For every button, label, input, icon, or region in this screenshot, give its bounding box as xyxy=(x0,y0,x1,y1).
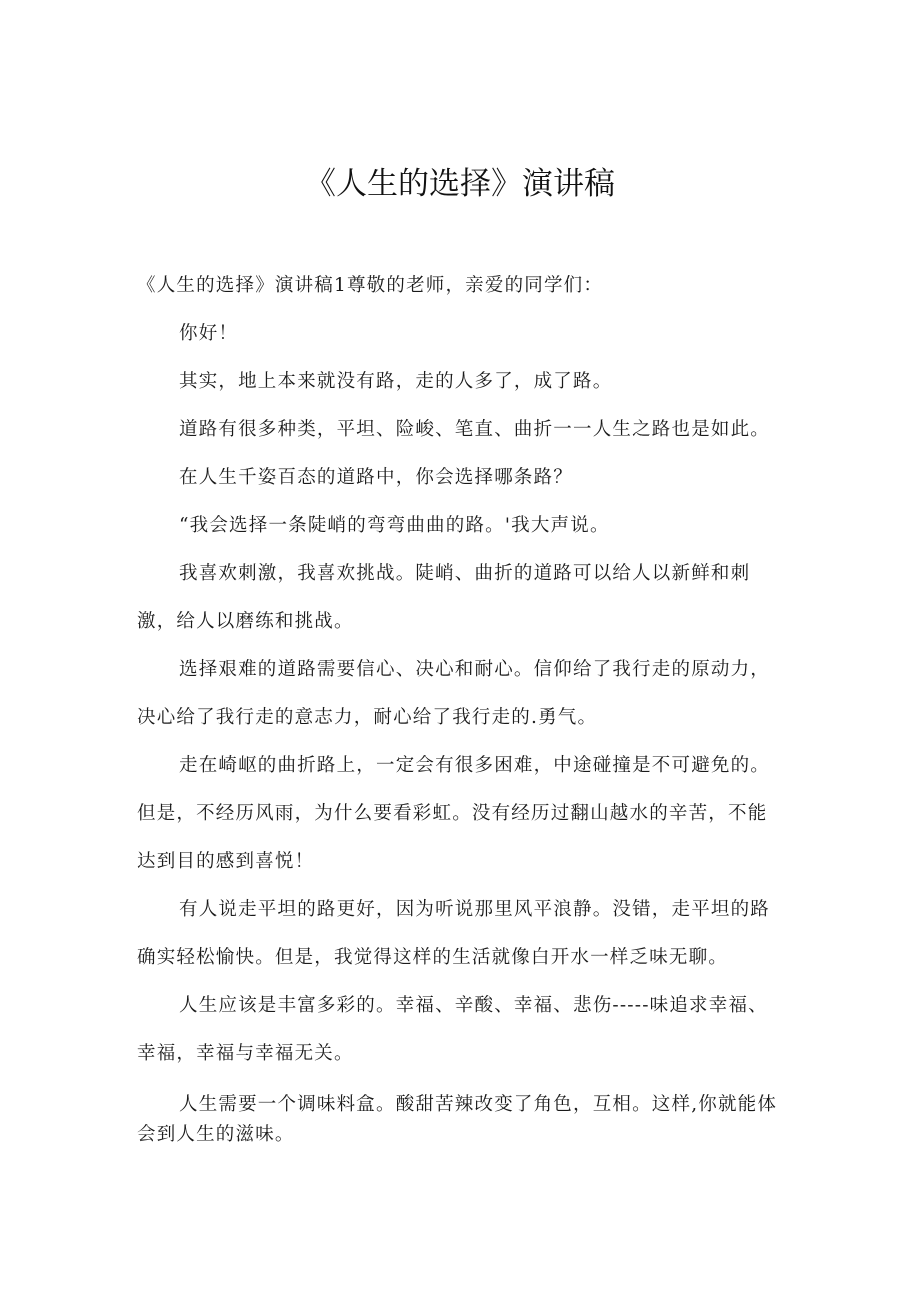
paragraph: 你好！ xyxy=(179,323,239,344)
paragraph: 道路有很多种类，平坦、险峻、笔直、曲折一一人生之路也是如此。 xyxy=(179,419,771,440)
paragraph-greeting-line: 《人生的选择》演讲稿1尊敬的老师，亲爱的同学们： xyxy=(137,275,604,296)
paragraph-quote: “我会选择一条陡峭的弯弯曲曲的路。'我大声说。 xyxy=(179,515,610,536)
document-body xyxy=(137,262,787,1150)
paragraph: 我喜欢刺激，我喜欢挑战。陡峭、曲折的道路可以给人以新鲜和刺激，给人以磨练和挑战。 xyxy=(137,563,751,632)
paragraph: 在人生千姿百态的道路中，你会选择哪条路？ xyxy=(179,467,574,488)
paragraph: 走在崎岖的曲折路上，一定会有很多困难，中途碰撞是不可避免的。但是，不经历风雨，为什么要看彩虹。没有经历过翻山越水的辛苦，不能达到目的感到喜悦！ xyxy=(137,755,771,872)
paragraph-last: 人生需要一个调味料盒。酸甜苦辣改变了角色，互相。这样,你就能体会到人生的滋味。 xyxy=(137,1094,778,1145)
paragraph: 有人说走平坦的路更好，因为听说那里风平浪静。没错，走平坦的路确实轻松愉快。但是，我觉得这样的生活就像白开水一样乏味无聊。 xyxy=(137,899,771,968)
paragraph: 其实，地上本来就没有路，走的人多了，成了路。 xyxy=(179,371,613,392)
paragraph: 人生应该是丰富多彩的。幸福、辛酸、幸福、悲伤-----味追求幸福、幸福，幸福与幸福无关。 xyxy=(137,995,768,1064)
paragraph: 选择艰难的道路需要信心、决心和耐心。信仰给了我行走的原动力，决心给了我行走的意志力，耐心给了我行走的.勇气。 xyxy=(137,659,771,728)
document-title: 《人生的选择》演讲稿 xyxy=(305,166,615,202)
